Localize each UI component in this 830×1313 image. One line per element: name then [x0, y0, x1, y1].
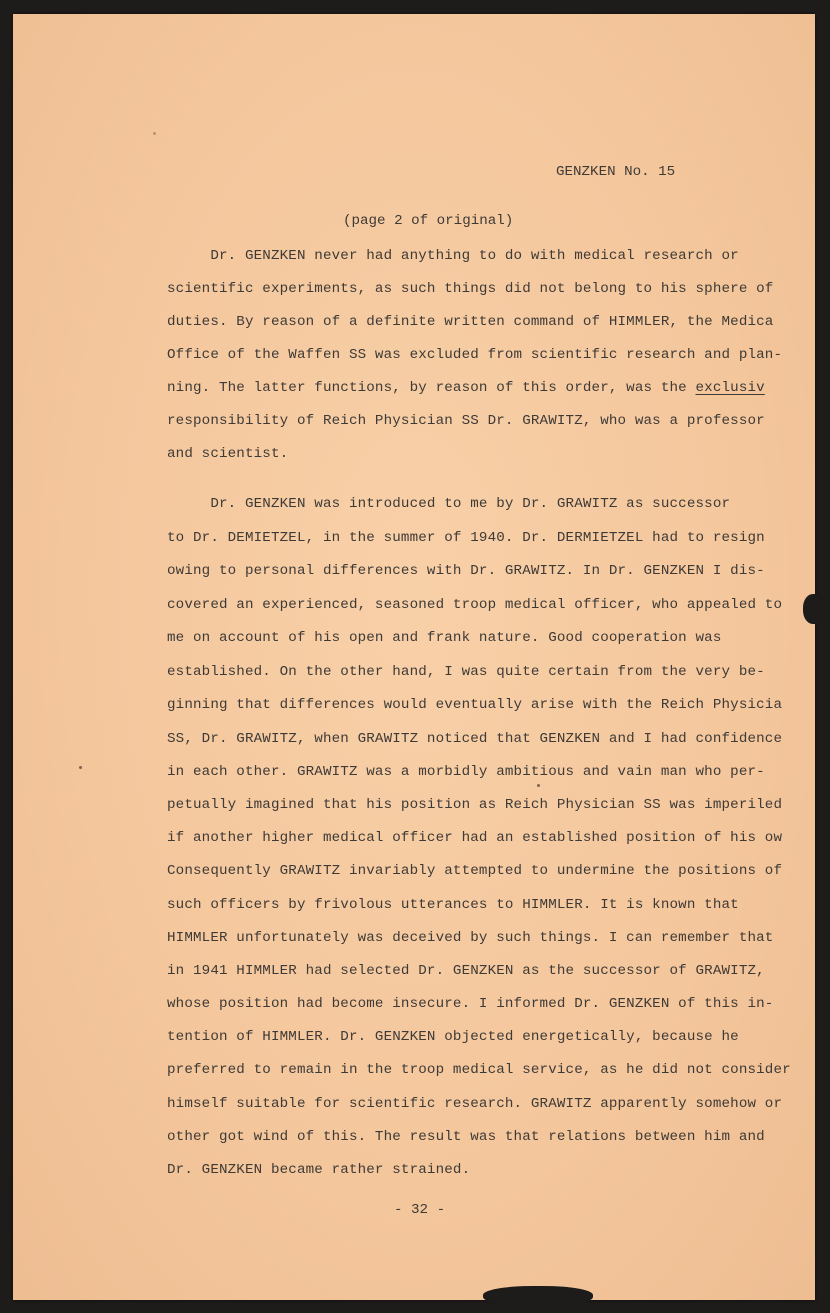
- text-line: whose position had become insecure. I informed Dr. GENZKEN of this in-: [167, 996, 774, 1012]
- text-line: SS, Dr. GRAWITZ, when GRAWITZ noticed that GENZKEN and I had confidence: [167, 731, 783, 747]
- text-line: Consequently GRAWITZ invariably attempted to undermine the positions of: [167, 863, 783, 879]
- text-line: Office of the Waffen SS was excluded from scientific research and plan-: [167, 347, 783, 363]
- text-line: scientific experiments, as such things did not belong to his sphere of: [167, 281, 774, 297]
- text-line: Dr. GENZKEN became rather strained.: [167, 1162, 471, 1178]
- text-line: Dr. GENZKEN was introduced to me by Dr. GRAWITZ as successor: [167, 496, 731, 512]
- text-line: and scientist.: [167, 446, 289, 462]
- text-line: tention of HIMMLER. Dr. GENZKEN objected energetically, because he: [167, 1029, 739, 1045]
- text-line: himself suitable for scientific research. GRAWITZ apparently somehow or: [167, 1096, 783, 1112]
- text-segment: ning. The latter functions, by reason of this order, was the: [167, 380, 696, 396]
- text-line: other got wind of this. The result was that relations between him and: [167, 1129, 765, 1145]
- text-line: such officers by frivolous utterances to HIMMLER. It is known that: [167, 897, 739, 913]
- text-line: duties. By reason of a definite written command of HIMMLER, the Medica: [167, 314, 774, 330]
- page-tear: [483, 1286, 593, 1306]
- text-line: me on account of his open and frank nature. Good cooperation was: [167, 630, 722, 646]
- text-line: established. On the other hand, I was quite certain from the very be-: [167, 664, 765, 680]
- text-line: ginning that differences would eventually arise with the Reich Physicia: [167, 697, 783, 713]
- text-line: in each other. GRAWITZ was a morbidly ambitious and vain man who per-: [167, 764, 765, 780]
- text-line: owing to personal differences with Dr. GRAWITZ. In Dr. GENZKEN I dis-: [167, 563, 765, 579]
- text-line: HIMMLER unfortunately was deceived by such things. I can remember that: [167, 930, 774, 946]
- text-line: covered an experienced, seasoned troop medical officer, who appealed to: [167, 597, 783, 613]
- text-line: preferred to remain in the troop medical service, as he did not consider: [167, 1062, 791, 1078]
- text-line: in 1941 HIMMLER had selected Dr. GENZKEN as the successor of GRAWITZ,: [167, 963, 765, 979]
- document-reference: GENZKEN No. 15: [556, 164, 676, 180]
- text-line: [167, 380, 765, 396]
- paper-speck: [537, 784, 540, 787]
- paper-speck: [79, 766, 82, 769]
- text-line: petually imagined that his position as Reich Physician SS was imperiled: [167, 797, 783, 813]
- text-line: Dr. GENZKEN never had anything to do with medical research or: [167, 248, 739, 264]
- underlined-word: exclusiv: [695, 380, 765, 396]
- page-note: (page 2 of original): [343, 213, 514, 229]
- paper-speck: [153, 132, 156, 135]
- text-line: to Dr. DEMIETZEL, in the summer of 1940. Dr. DERMIETZEL had to resign: [167, 530, 765, 546]
- page-number: - 32 -: [394, 1202, 446, 1218]
- text-line: if another higher medical officer had an established position of his ow: [167, 830, 783, 846]
- text-line: responsibility of Reich Physician SS Dr. GRAWITZ, who was a professor: [167, 413, 765, 429]
- page-tear: [803, 594, 825, 624]
